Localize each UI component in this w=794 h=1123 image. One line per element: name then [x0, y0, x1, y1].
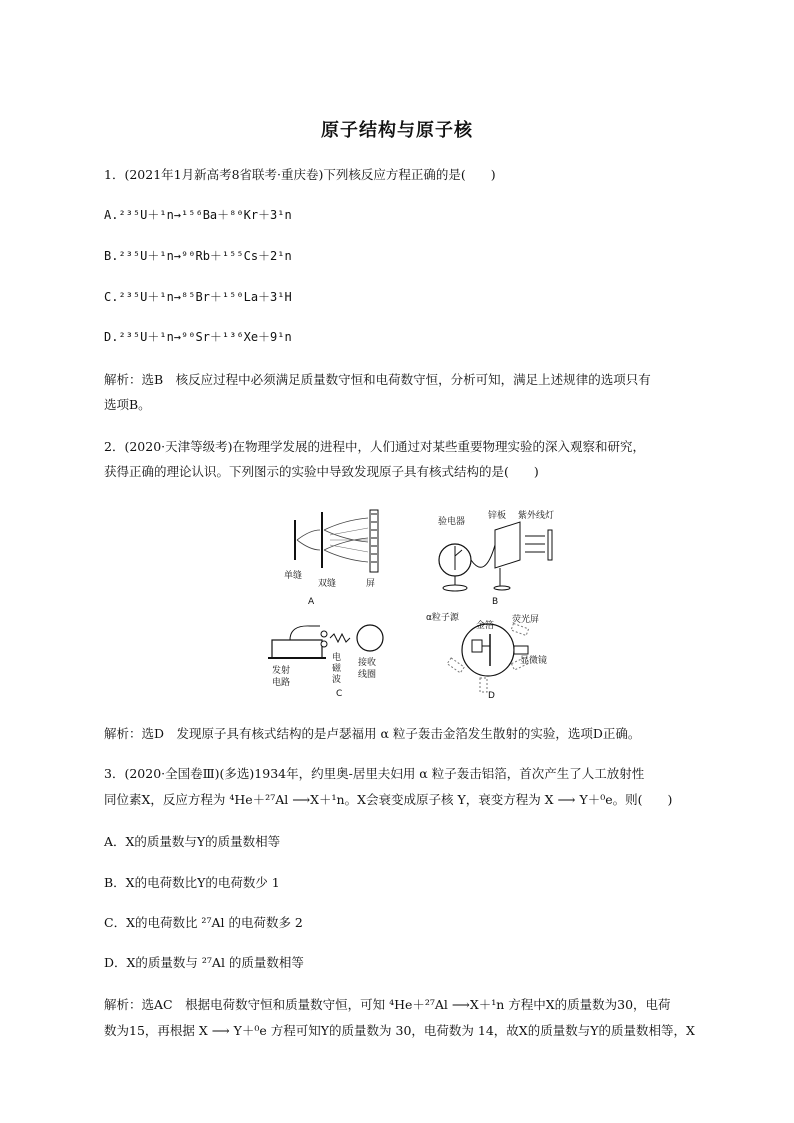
label-transmit-circuit-1: 发射 [272, 666, 291, 676]
q3-stem-line2: 同位素X，反应方程为 ⁴He＋²⁷Al ⟶X＋¹n。X会衰变成原子核 Y，衰变方程为 X ⟶ Y＋⁰e。则( ) [104, 792, 673, 807]
label-em-wave-3: 波 [332, 675, 342, 685]
q1-analysis-line2: 选项B。 [104, 397, 151, 412]
double-slit-diagram [295, 510, 378, 572]
page-title: 原子结构与原子核 [321, 120, 473, 141]
label-zinc-plate: 锌板 [488, 511, 507, 521]
label-screen: 屏 [366, 579, 376, 589]
q1-option-b: B.²³⁵U＋¹n→⁹⁰Rb＋¹⁵⁵Cs＋2¹n [104, 249, 292, 263]
q1-analysis-line1: 解析：选B 核反应过程中必须满足质量数守恒和电荷数守恒，分析可知，满足上述规律的选项只有 [104, 372, 651, 387]
label-em-wave-2: 磁 [332, 664, 342, 674]
q2-stem-line1: 2．(2020·天津等级考)在物理学发展的进程中，人们通过对某些重要物理实验的深入观察和研究， [104, 439, 645, 454]
alpha-scattering-diagram [447, 623, 529, 692]
photoelectric-diagram [439, 522, 552, 591]
experiment-figure [250, 500, 570, 700]
q1-option-d: D.²³⁵U＋¹n→⁹⁰Sr＋¹³⁶Xe＋9¹n [104, 330, 292, 344]
q1-stem: 1．(2021年1月新高考8省联考·重庆卷)下列核反应方程正确的是( ) [104, 167, 496, 182]
label-b: B [492, 597, 499, 607]
label-alpha-source: α粒子源 [426, 613, 459, 623]
q3-analysis-line2: 数为15，再根据 X ⟶ Y＋⁰e 方程可知Y的质量数为 30，电荷数为 14，故X的质量数与Y的质量数相等，X [104, 1023, 695, 1038]
label-single-slit: 单缝 [284, 571, 303, 581]
q3-stem-line1: 3．(2020·全国卷Ⅲ)(多选)1934年，约里奥-居里夫妇用 α 粒子轰击铝箔，首次产生了人工放射性 [104, 766, 645, 781]
label-fluorescent-screen: 荧光屏 [512, 615, 540, 625]
q2-stem-line2: 获得正确的理论认识。下列图示的实验中导致发现原子具有核式结构的是( ) [104, 464, 539, 479]
q1-option-c: C.²³⁵U＋¹n→⁸⁵Br＋¹⁵⁰La＋3¹H [104, 290, 292, 304]
label-double-slit: 双缝 [318, 579, 337, 589]
label-uv-lamp: 紫外线灯 [518, 511, 555, 521]
q3-analysis-line1: 解析：选AC 根据电荷数守恒和质量数守恒，可知 ⁴He＋²⁷Al ⟶X＋¹n 方程中X的质量数为30，电荷 [104, 997, 671, 1012]
q3-option-b: B．X的电荷数比Y的电荷数少 1 [104, 875, 280, 890]
label-em-wave-1: 电 [332, 653, 342, 663]
label-d: D [488, 691, 495, 700]
q2-analysis: 解析：选D 发现原子具有核式结构的是卢瑟福用 α 粒子轰击金箔发生散射的实验，选项D正确。 [104, 726, 641, 741]
label-microscope: 显微镜 [520, 656, 548, 666]
label-receive-coil-2: 线圈 [358, 670, 377, 680]
label-gold-foil: 金箔 [476, 621, 495, 631]
label-transmit-circuit-2: 电路 [272, 678, 291, 688]
experiment-diagram [250, 500, 570, 700]
label-a: A [308, 597, 315, 607]
em-wave-diagram [268, 625, 383, 658]
label-c: C [336, 689, 343, 699]
q3-option-a: A．X的质量数与Y的质量数相等 [104, 834, 281, 849]
q1-option-a: A.²³⁵U＋¹n→¹⁵⁶Ba＋⁸⁰Kr＋3¹n [104, 208, 292, 222]
q3-option-d: D．X的质量数与 ²⁷Al 的质量数相等 [104, 955, 304, 970]
label-receive-coil-1: 接收 [358, 658, 377, 668]
label-electroscope: 验电器 [438, 517, 466, 527]
q3-option-c: C．X的电荷数比 ²⁷Al 的电荷数多 2 [104, 915, 303, 930]
